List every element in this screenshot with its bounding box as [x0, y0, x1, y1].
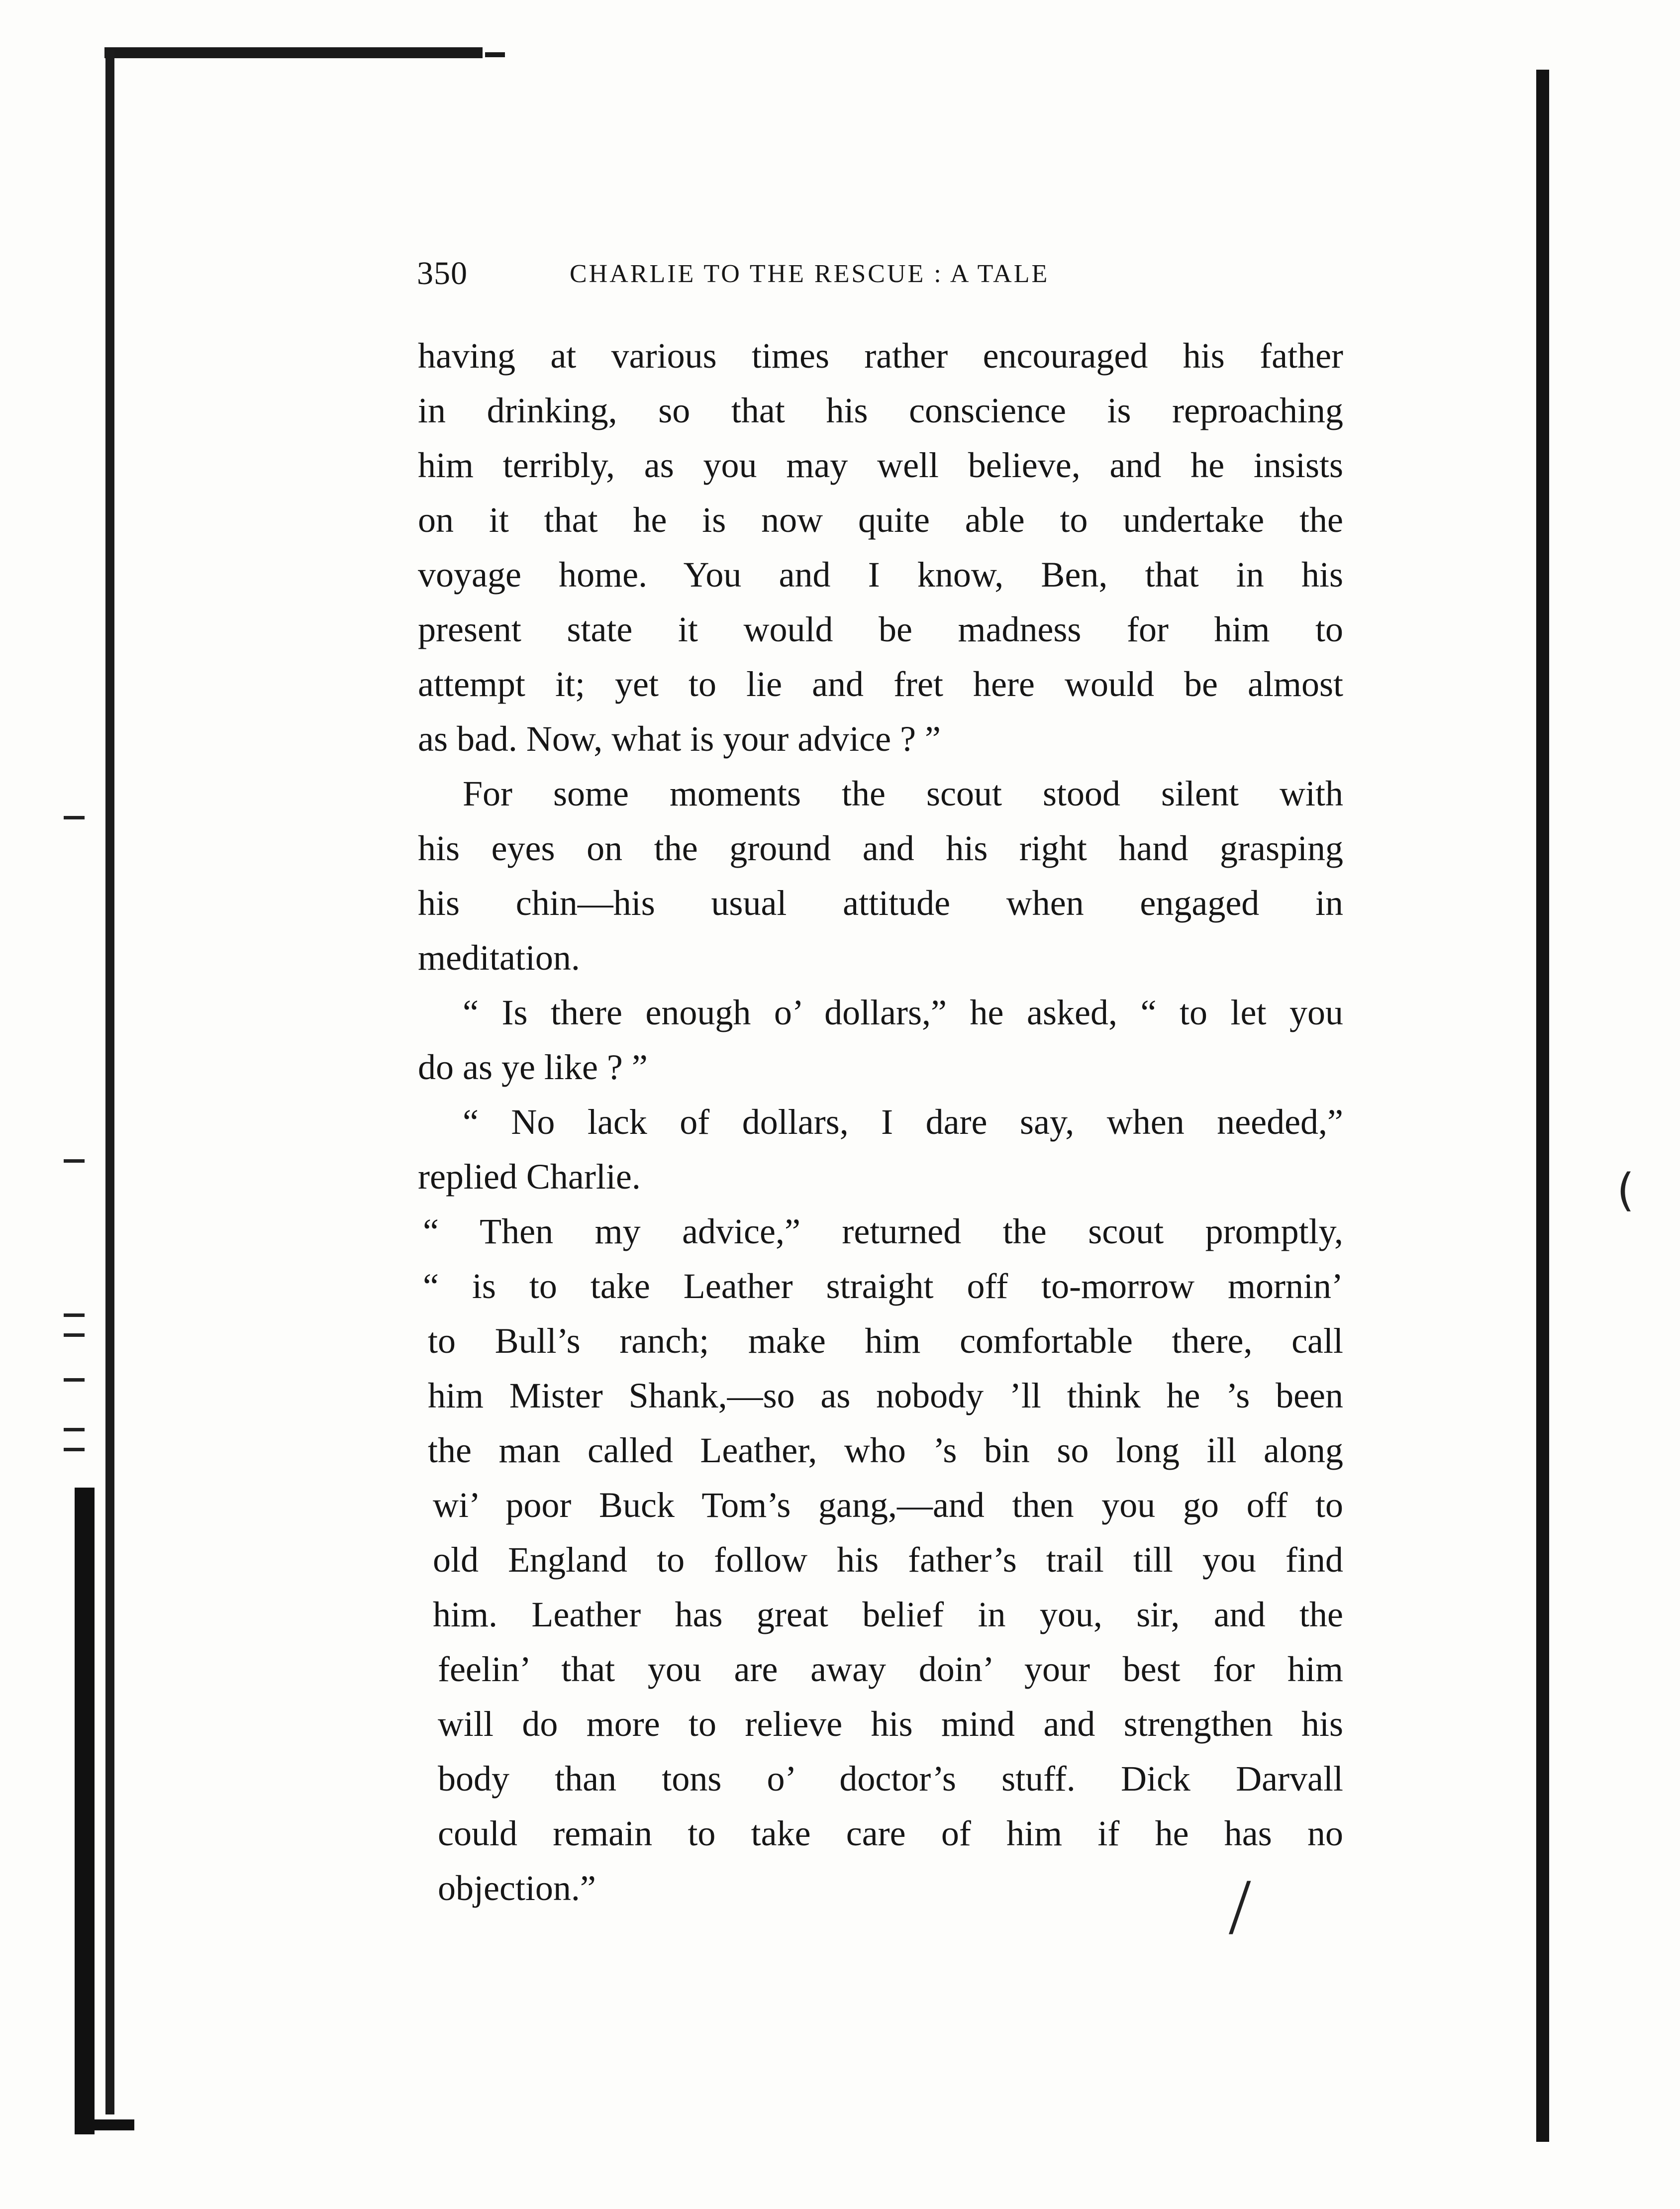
text-line: “ Then my advice,” returned the scout promptly,: [423, 1211, 1343, 1251]
scan-tick: [64, 1378, 85, 1382]
text-line: will do more to relieve his mind and strengthen his: [438, 1704, 1343, 1744]
text-line: wi’ poor Buck Tom’s gang,—and then you go off to: [433, 1485, 1343, 1525]
text-line: his chin—his usual attitude when engaged in: [418, 883, 1343, 923]
text-line: could remain to take care of him if he has no: [438, 1813, 1343, 1853]
pencil-stroke: /: [1229, 1862, 1251, 1951]
text-line: to Bull’s ranch; make him comfortable there, call: [428, 1321, 1343, 1361]
text-line: meditation.: [418, 938, 580, 978]
text-line: his eyes on the ground and his right hand grasping: [418, 828, 1343, 868]
text-line: him. Leather has great belief in you, sir, and the: [433, 1595, 1343, 1634]
body-text: [418, 328, 1343, 1915]
text-line: him terribly, as you may well believe, and he insists: [418, 445, 1343, 485]
text-line: in drinking, so that his conscience is reproaching: [418, 391, 1343, 430]
text-line: on it that he is now quite able to undertake the: [418, 500, 1343, 540]
scan-tick: [64, 1159, 85, 1163]
text-line: him Mister Shank,—so as nobody ’ll think he ’s been: [428, 1376, 1343, 1415]
page-header: [417, 251, 1362, 296]
text-line: as bad. Now, what is your advice ? ”: [418, 719, 941, 759]
text-line: “ Is there enough o’ dollars,” he asked, “ to let you: [463, 993, 1343, 1032]
text-line: attempt it; yet to lie and fret here would be almost: [418, 664, 1343, 704]
page-number: 350: [417, 255, 468, 292]
text-line: “ is to take Leather straight off to-morrow mornin’: [423, 1266, 1343, 1306]
text-line: replied Charlie.: [418, 1157, 641, 1197]
text-line: feelin’ that you are away doin’ your best for him: [438, 1649, 1343, 1689]
scan-tick: [64, 1313, 85, 1317]
scan-tick: [64, 1428, 85, 1431]
scan-border-right: [1536, 70, 1549, 2142]
scan-tick: [64, 1448, 85, 1451]
text-line: the man called Leather, who ’s bin so long ill along: [428, 1430, 1343, 1470]
scan-border-top-tail: [485, 52, 505, 57]
text-line: old England to follow his father’s trail till you find: [433, 1540, 1343, 1580]
text-line: body than tons o’ doctor’s stuff. Dick Darvall: [438, 1759, 1343, 1799]
text-line: having at various times rather encouraged his father: [418, 336, 1343, 376]
scan-border-left-thick: [75, 1488, 95, 2134]
text-line: present state it would be madness for him to: [418, 609, 1343, 649]
running-head: CHARLIE TO THE RESCUE : A TALE: [570, 259, 1050, 288]
text-line: For some moments the scout stood silent with: [463, 774, 1343, 813]
text-line: do as ye like ? ”: [418, 1047, 648, 1087]
text-line: voyage home. You and I know, Ben, that in his: [418, 555, 1343, 595]
scan-mark: (: [1617, 1164, 1635, 1216]
scan-border-left-bottom: [75, 2119, 134, 2130]
scan-border-left: [105, 50, 114, 2114]
text-line: “ No lack of dollars, I dare say, when needed,”: [463, 1102, 1343, 1142]
text-line: objection.”: [438, 1868, 596, 1908]
scan-tick: [64, 816, 85, 819]
scan-border-top: [104, 47, 483, 58]
scan-tick: [64, 1333, 85, 1337]
